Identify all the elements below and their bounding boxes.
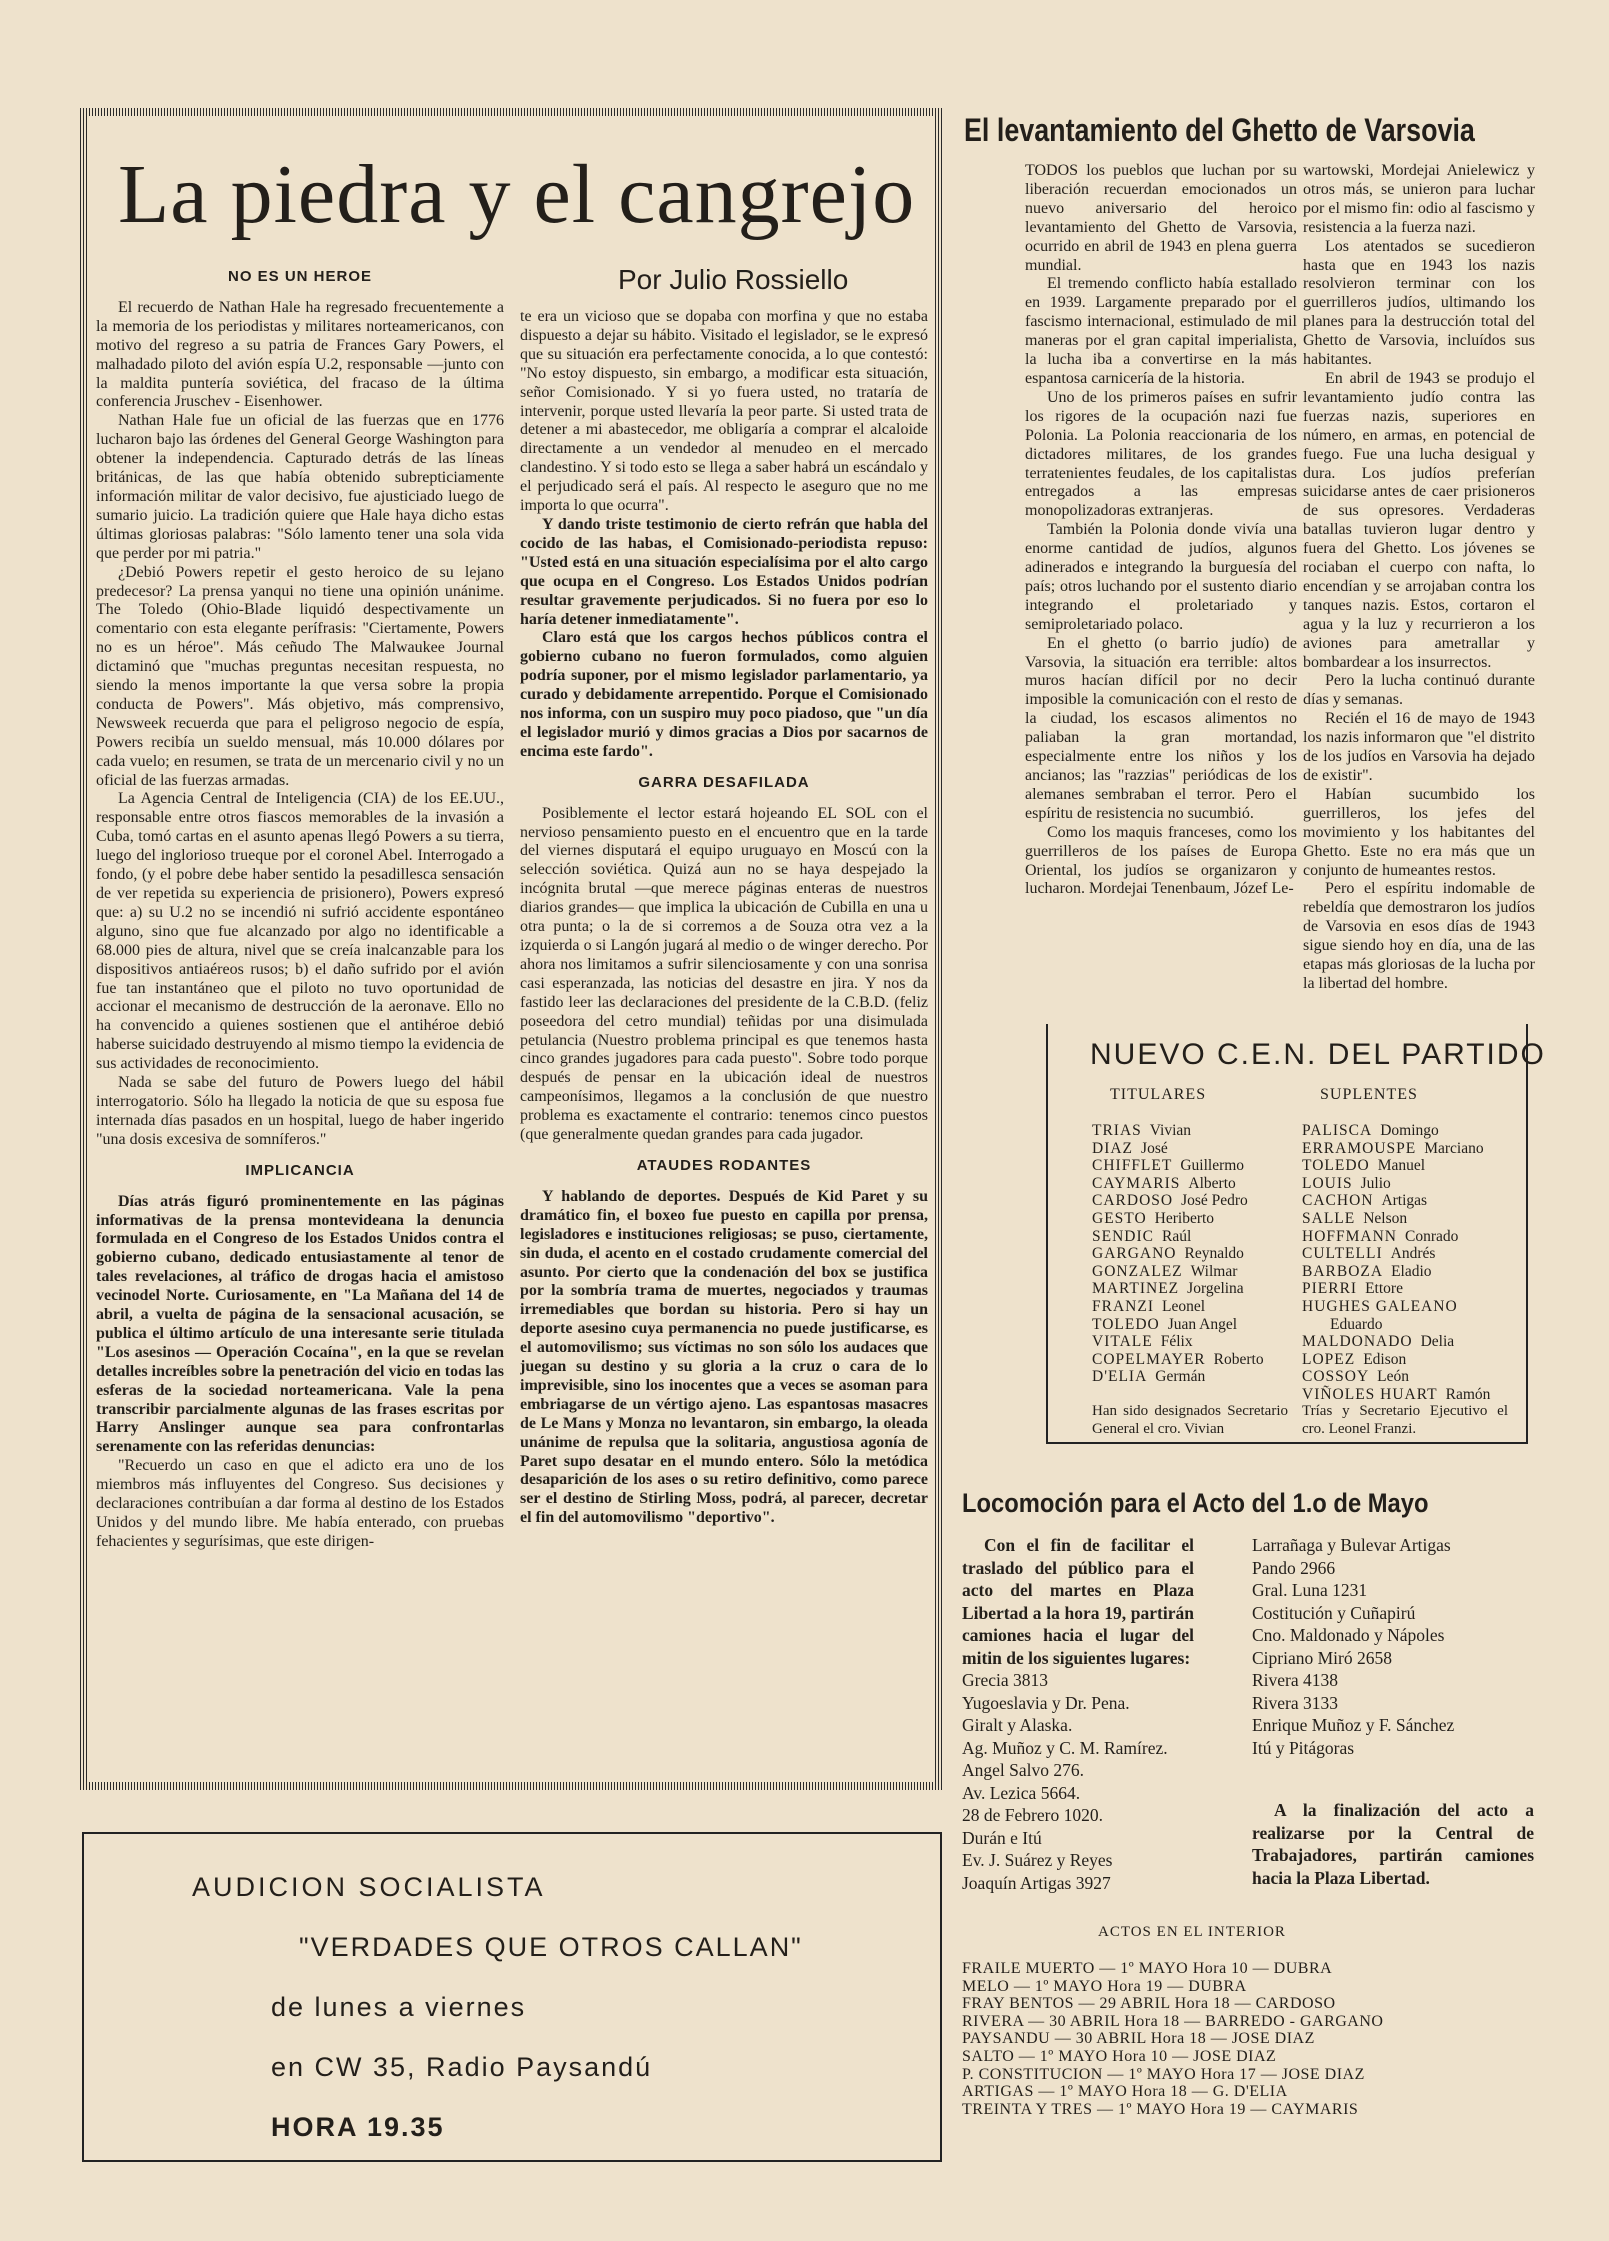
place-item: Av. Lezica 5664. — [962, 1782, 1081, 1803]
member-surname: SENDIC — [1092, 1227, 1154, 1245]
paragraph: También la Polonia donde vivía una enorme cantidad de judíos, algunos adinerados e integrando la burguesía del país; otros luchando por el sustento diario integrando el proletariado y semiproletariado polaco. — [1025, 521, 1297, 633]
acto-item: FRAY BENTOS — 29 ABRIL Hora 18 — CARDOSO — [962, 1995, 1336, 2013]
paragraph: Recién el 16 de mayo de 1943 los nazis informaron que "el distrito de los judíos en Varsovia ha dejado de existir". — [1303, 710, 1535, 784]
member-surname: DIAZ — [1092, 1139, 1134, 1157]
paragraph: Los atentados se sucedieron hasta que en 1943 los nazis resolvieron terminar con los guerrilleros judíos, ultimando los planes para la destrucción total del Ghetto de Varsovia, incluídos sus habitantes. — [1303, 237, 1535, 369]
member-firstname: Ettore — [1365, 1280, 1403, 1298]
paragraph: Pero la lucha continuó durante días y semanas. — [1303, 672, 1535, 709]
radio-ad-title: AUDICION SOCIALISTA — [192, 1872, 546, 1902]
member-row — [1302, 1228, 1490, 1246]
actos-title: ACTOS EN EL INTERIOR — [1098, 1924, 1286, 1940]
member-row — [1092, 1157, 1264, 1175]
place-item: Giralt y Alaska. — [962, 1715, 1073, 1735]
paragraph: ¿Debió Powers repetir el gesto heroico de su lejano predecesor? La prensa yanqui no tiene una opinión unánime. The Toledo (Ohio-Blade liquidó despectivamente un comentario con esta elegante perífrasis: "Ciertamente, Powers no es un héroe". Más ceñudo The Malwaukee Journal dictaminó que "muchas preguntas necesitan respuesta, no siendo la menos importante la que versa sobre la propia conducta de Powers". Más objetivo, más comprensivo, Newsweek recuerda que para el peligroso negocio de espía, Powers recibía un sueldo mensual, más 10.000 dólares por cada vuelo; en resumen, se trata de un mercenario civil y no un oficial de las fuerzas armadas. — [96, 563, 504, 789]
member-surname: HOFFMANN — [1302, 1227, 1397, 1245]
member-row — [1302, 1122, 1490, 1140]
member-firstname: Eduardo — [1330, 1315, 1383, 1333]
titulares-label: TITULARES — [1110, 1086, 1207, 1103]
member-row — [1302, 1263, 1490, 1281]
member-firstname: Eladio — [1391, 1262, 1432, 1280]
member-surname: LOUIS — [1302, 1174, 1353, 1192]
member-row — [1092, 1192, 1264, 1210]
member-row — [1092, 1316, 1264, 1334]
member-firstname: Heriberto — [1154, 1209, 1215, 1227]
member-firstname: León — [1377, 1368, 1410, 1386]
member-surname: SALLE — [1302, 1209, 1356, 1227]
paragraph: El tremendo conflicto había estallado en 1939. Largamente preparado por el fascismo internacional, estimulado de mil maneras por el gran capital imperialista, la lucha iba a convertirse en la más espantosa carnicería de la historia. — [1025, 275, 1297, 387]
member-row — [1302, 1333, 1490, 1351]
radio-ad-time: HORA 19.35 — [271, 2112, 445, 2142]
member-row — [1092, 1333, 1264, 1351]
member-firstname: José Pedro — [1181, 1192, 1248, 1210]
cen-title: NUEVO C.E.N. DEL PARTIDO — [1090, 1038, 1546, 1071]
member-firstname: Guillermo — [1180, 1157, 1245, 1175]
locomocion-title: Locomoción para el Acto del 1.o de Mayo — [962, 1488, 1429, 1518]
member-surname: CARDOSO — [1092, 1192, 1174, 1210]
member-row — [1092, 1210, 1264, 1228]
section-heading: ATAUDES RODANTES — [636, 1156, 812, 1174]
member-surname: CAYMARIS — [1092, 1174, 1181, 1192]
paragraph: Días atrás figuró prominentemente en las páginas informativas de la prensa montevideana la denuncia formulada en el Congreso de los Estados Unidos contra el gobierno cubano, dedicado entusiastamente al tenor de tales revelaciones, al tráfico de drogas hacia el amistoso vecinodel Norte. Curiosamente, en "La Mañana del 14 de abril, a vuelta de página de la sensacional acusación, se publica el último artículo de una interesante serie titulada "Los asesinos — Operación Cocaína", en la que se revelan detalles increíbles sobre la penetración del vicio en todas las esferas de la sociedad norteamericana. Vale la pena transcribir parcialmente algunas de las frases escritas por Harry Anslinger aunque sea para confrontarlas serenamente con las referidas denuncias: — [96, 1192, 504, 1456]
member-surname: GARGANO — [1092, 1245, 1177, 1263]
member-firstname: Wilmar — [1190, 1262, 1238, 1280]
place-item: Durán e Itú — [962, 1827, 1042, 1848]
member-row — [1302, 1245, 1490, 1263]
paragraph: TODOS los pueblos que luchan por su liberación recuerdan emocionados un nuevo aniversario del heroico levantamiento del Ghetto de Varsovia, ocurrido en abril de 1943 en plena guerra mundial. — [1025, 162, 1297, 274]
member-surname: VITALE — [1092, 1333, 1153, 1351]
member-surname: GESTO — [1092, 1209, 1147, 1227]
member-row — [1092, 1368, 1264, 1386]
paragraph: La Agencia Central de Inteligencia (CIA) de los EE.UU., responsable entre otros fiascos memorables de la invasión a Cuba, tomó cartas en el asunto apenas llegó Powers a su tierra, luego del inglorioso trueque por el coronel Abel. Interrogado a fondo, (y el pobre debe haber sentido la pesadillesca sensación de ver repetida su experiencia de prisionero), Powers expresó que: a) su U.2 no se incendió ni sufrió accidente espontáneo alguno, sino que fue alcanzado por algo no identificable a 68.000 pies de altura, nivel que se creía inalcanzable para los dispositivos antiaéreos rusos; b) el daño sufrido por el avión fue tan instantáneo que el piloto no tuvo oportunidad de accionar el mecanismo de destrucción de la aeronave. Ello no ha convencido a quienes sostienen que el antihéroe debió haberse suicidado destruyendo al mismo tiempo la evidencia de sus actividades de reconocimiento. — [96, 790, 504, 1073]
member-surname: CACHON — [1302, 1192, 1374, 1210]
member-surname: GONZALEZ — [1092, 1262, 1183, 1280]
member-row — [1092, 1245, 1264, 1263]
place-item: Gral. Luna 1231 — [1252, 1580, 1368, 1600]
member-row — [1092, 1122, 1264, 1140]
paragraph: Como los maquis franceses, como los guerrilleros de los países de Europa Oriental, los judíos se organizaron y lucharon. Mordejai Tenenbaum, Józef Le- — [1025, 823, 1297, 898]
member-row — [1302, 1386, 1490, 1404]
cen-box — [1046, 1024, 1546, 1444]
ghetto-column-2 — [1303, 162, 1535, 1014]
place-item: Costitución y Cuñapirú — [1252, 1602, 1416, 1623]
member-firstname: José — [1141, 1139, 1168, 1157]
radio-ad-box — [82, 1832, 942, 2162]
acto-item: MELO — 1º MAYO Hora 19 — DUBRA — [962, 1977, 1247, 1995]
member-surname: PALISCA — [1302, 1122, 1373, 1139]
member-row — [1092, 1280, 1264, 1298]
paragraph: wartowski, Mordejai Anielewicz y otros más, se unieron para luchar por el mismo fin: odio al fascismo y resistencia a la fuerza nazi. — [1303, 162, 1535, 236]
article-byline: Por Julio Rossiello — [618, 264, 849, 295]
suplentes-label: SUPLENTES — [1320, 1086, 1418, 1103]
member-firstname: Conrado — [1405, 1227, 1459, 1245]
paragraph: En abril de 1943 se produjo el levantamiento judío contra las fuerzas nazis, superiores en número, en armas, en potencial de fuego. Fue una lucha desigual y dura. Los judíos preferían suicidarse antes de caer prisioneros de sus opresores. Verdaderas batallas tuvieron lugar dentro y fuera del Ghetto. Los jóvenes se rociaban el cuerpo con nafta, lo encendían y se arrojaban contra los tanques nazis. Estos, cortaron el agua y la luz y recurrieron a los aviones para ametrallar y bombardear a los insurrectos. — [1303, 369, 1535, 671]
member-firstname: Julio — [1360, 1174, 1391, 1192]
member-surname: FRANZI — [1092, 1297, 1154, 1315]
acto-item: ARTIGAS — 1º MAYO Hora 18 — G. D'ELIA — [962, 2083, 1288, 2101]
acto-item: P. CONSTITUCION — 1º MAYO Hora 17 — JOSE DIAZ — [962, 2065, 1365, 2083]
paragraph: Habían sucumbido los guerrilleros, los jefes del movimiento y los habitantes del Ghetto. Este no era más que un conjunto de humeantes restos. — [1303, 785, 1535, 879]
member-firstname: Andrés — [1390, 1245, 1436, 1263]
member-row — [1302, 1280, 1490, 1298]
radio-ad-station: en CW 35, Radio Paysandú — [271, 2052, 653, 2082]
member-firstname: Artigas — [1381, 1192, 1428, 1210]
paragraph: Y dando triste testimonio de cierto refrán que habla del cocido de las habas, el Comisionado-periodista repuso: "Usted está en una situación especialísima por el alto cargo que ocupa en el Congreso. Los Estados Unidos podrían resultar gravemente perjudicados. Si no fuera por eso lo haría detener inmediatamente". — [520, 515, 928, 628]
place-item: Larrañaga y Bulevar Artigas — [1252, 1535, 1451, 1555]
place-item: Angel Salvo 276. — [962, 1760, 1085, 1780]
member-row — [1092, 1351, 1264, 1369]
member-surname: CHIFFLET — [1092, 1157, 1173, 1175]
paragraph: Claro está que los cargos hechos públicos contra el gobierno cubano no fueron formulados, como alguien podría suponer, por el mismo legislador parlamentario, ya curado y debidamente arrepentido. Porque el Comisionado nos informa, con un suspiro muy poco piadoso, que "un día el legislador murió y dimos gracias a Dios por sacarnos de encima este fardo". — [520, 629, 928, 760]
cen-footer-right: Trías y Secretario Ejecutivo el cro. Leonel Franzi. — [1302, 1403, 1508, 1437]
member-row — [1092, 1298, 1264, 1316]
member-firstname: Alberto — [1188, 1174, 1236, 1192]
ghetto-title: El levantamiento del Ghetto de Varsovia — [964, 112, 1475, 148]
section-heading: IMPLICANCIA — [245, 1161, 355, 1179]
place-item: Rivera 3133 — [1252, 1692, 1339, 1713]
paragraph: Y hablando de deportes. Después de Kid Paret y su dramático fin, el boxeo fue puesto en capilla por prensa, legisladores e instituciones religiosas; se puso, ciertamente, sin duda, el acento en el costado crudamente comercial del asunto. Por cierto que la condenación del box se justifica por la sombría trama de muertes, negociados y traumas irremediables que bordan su historia. Pero si hay un deporte asesino cuya permanencia no puede justificarse, es el automovilismo; sus víctimas no son sólo los audaces que juegan su destino y su gloria a la cruz o cara de lo imprevisible, sino los inocentes que a veces se asoman para embriagarse de un vértigo ajeno. Las espantosas masacres de Le Mans y Monza no levantaron, sin embargo, la oleada unánime de repulsa que la solitaria, angustiosa agonía de Paret supo desatar en el mundo entero. Sólo la metódica desaparición de los ases o su retiro definitivo, como parece ser el destino de Stirling Moss, podrá, al parecer, decretar el fin del automovilismo "deportivo". — [520, 1187, 928, 1527]
place-item: Yugoeslavia y Dr. Pena. — [962, 1692, 1130, 1713]
member-row — [1302, 1192, 1490, 1210]
place-item: Itú y Pitágoras — [1252, 1737, 1355, 1758]
article-column-2 — [520, 308, 928, 1778]
member-firstname: Roberto — [1213, 1350, 1264, 1368]
member-firstname: Edison — [1363, 1350, 1407, 1368]
member-row — [1302, 1140, 1490, 1158]
place-item: Enrique Muñoz y F. Sánchez — [1252, 1715, 1455, 1735]
member-surname: ERRAMOUSPE — [1302, 1139, 1417, 1157]
place-item: Ev. J. Suárez y Reyes — [962, 1850, 1113, 1870]
acto-item: FRAILE MUERTO — 1º MAYO Hora 10 — DUBRA — [962, 1960, 1333, 1977]
section-heading: NO ES UN HEROE — [227, 268, 373, 285]
member-firstname: Nelson — [1363, 1209, 1408, 1227]
article-title: La piedra y el cangrejo — [118, 148, 916, 241]
acto-item: TREINTA Y TRES — 1º MAYO Hora 19 — CAYMARIS — [962, 2100, 1359, 2118]
place-item: Rivera 4138 — [1252, 1670, 1339, 1690]
paragraph: Posiblemente el lector estará hojeando EL SOL con el nervioso pensamiento puesto en el encuentro que en la tarde del viernes disputará el equipo uruguayo en Moscú con la selección soviética. Quizá aun no se haya despejado la incógnita brutal —que merece páginas enteras de nuestros diarios grandes— que implica la ubicación de Cubilla en una u otra punta; o la de si corremos a de Souza otra vez a la izquierda o si Langón jugará al medio o de winger derecho. Por ahora nos limitamos a sufrir silenciosamente y con una sonrisa casi esperanzada, las noticias del desastre en jira. Y nos da fastido leer las declaraciones del presidente de la C.B.D. (feliz poseedora del cetro mundial) teñidas por una disimulada petulancia (Nuestro problema principal es que tenemos hasta cinco grandes jugadores para cada puesto". Sobre todo porque después de pensar en la ubicación ideal de nuestros campeonísimos, llegamos a la conclusión de que nuestro problema es exactamente el contrario: tenemos cinco puestos (que generalmente quedan grandes para cada jugador. — [520, 804, 928, 1144]
member-surname: COSSOY — [1302, 1368, 1370, 1386]
member-firstname: Reynaldo — [1184, 1245, 1244, 1263]
paragraph: "Recuerdo un caso en que el adicto era uno de los miembros más influyentes del Congreso. Sus decisiones y declaraciones contribuían a dar forma al destino de los Estados Unidos y del mundo libre. Me había enterado, con pruebas fehacientes y segurísimas, que este dirigen- — [96, 1457, 504, 1550]
member-surname: D'ELIA — [1092, 1368, 1148, 1386]
member-row — [1092, 1140, 1264, 1158]
paragraph: Nada se sabe del futuro de Powers luego del hábil interrogatorio. Sólo ha llegado la noticia de que su esposa fue internada días pasados en un hospital, luego de haber ingerido "una dosis excesiva de somníferos." — [96, 1074, 504, 1148]
member-firstname: Germán — [1155, 1368, 1206, 1386]
place-item: Pando 2966 — [1252, 1557, 1336, 1578]
place-item: Cipriano Miró 2658 — [1252, 1647, 1392, 1668]
member-row — [1302, 1351, 1490, 1369]
place-item: Grecia 3813 — [962, 1670, 1049, 1690]
member-row — [1302, 1210, 1490, 1228]
member-surname: COPELMAYER — [1092, 1350, 1206, 1368]
member-surname: LOPEZ — [1302, 1350, 1356, 1368]
paragraph: Pero el espíritu indomable de rebeldía que demostraron los judíos de Varsovia en esos días de 1943 sigue siendo hoy en día, una de las etapas más gloriosas de la lucha por la libertad del hombre. — [1303, 880, 1535, 992]
suplentes-list — [1302, 1122, 1490, 1404]
member-row — [1092, 1175, 1264, 1193]
cen-footer-left: Han sido designados Secretario General el cro. Vivian — [1092, 1403, 1288, 1437]
member-row — [1092, 1263, 1264, 1281]
locomocion-left — [962, 1534, 1194, 1894]
locomocion-right — [1252, 1534, 1534, 1889]
paragraph: te era un vicioso que se dopaba con morfina y que no estaba dispuesto a dejar su hábito. Visitado el legislador, se le expresó que su situación era perfectamente conocida, a lo que contestó: "No estoy dispuesto, sin embargo, a modificar esta situación, señor Comisionado. Y si yo fuera usted, no trataría de intervenir, porque usted llevaría la peor parte. Si usted trata de detener a mi abastecedor, me obligaría a comprar el alcaloide directamente a un vendedor al menudeo en el mercado clandestino. Y si todo esto se llega a saber habrá un escándalo y el perjudicado será el país. Al respecto le aseguro que no me importa lo que ocurra". — [520, 308, 928, 515]
places-left-list — [962, 1669, 1194, 1894]
member-firstname: Marciano — [1424, 1139, 1484, 1157]
member-firstname: Raúl — [1161, 1227, 1192, 1245]
locomocion-closing: A la finalización del acto a realizarse por la Central de Trabajadores, partirán camiones hacia la Plaza Libertad. — [1252, 1800, 1534, 1888]
actos-list — [962, 1960, 1383, 2118]
member-firstname: Vivian — [1149, 1122, 1192, 1139]
paragraph: El recuerdo de Nathan Hale ha regresado frecuentemente a la memoria de los periodistas y militares norteamericanos, con motivo del regreso a su patria de Frances Gary Powers, el malhadado piloto del avión espía U.2, responsable —junto con la maldita puntería soviética, del fracaso de la última conferencia Jruschev - Eisenhower. — [96, 298, 504, 411]
member-surname: TRIAS — [1092, 1122, 1142, 1139]
section-heading: GARRA DESAFILADA — [638, 773, 810, 791]
titulares-list — [1092, 1122, 1264, 1386]
locomocion-intro: Con el fin de facilitar el traslado del público para el acto del martes en Plaza Libertad a la hora 19, partirán camiones hacia el lugar del mitin de los siguientes lugares: — [962, 1535, 1194, 1668]
member-surname: MARTINEZ — [1092, 1280, 1180, 1298]
member-row — [1092, 1228, 1264, 1246]
place-item: 28 de Febrero 1020. — [962, 1805, 1103, 1825]
member-surname: HUGHES GALEANO — [1302, 1297, 1458, 1315]
acto-item: SALTO — 1º MAYO Hora 10 — JOSE DIAZ — [962, 2047, 1277, 2065]
member-firstname: Delia — [1420, 1333, 1455, 1351]
article-box — [80, 108, 942, 1790]
member-row — [1302, 1298, 1490, 1316]
member-firstname: Domingo — [1380, 1122, 1439, 1139]
places-right-list — [1252, 1534, 1534, 1759]
acto-item: PAYSANDU — 30 ABRIL Hora 18 — JOSE DIAZ — [962, 2030, 1315, 2048]
member-row — [1302, 1316, 1490, 1334]
member-surname: CULTELLI — [1302, 1245, 1383, 1263]
member-firstname: Juan Angel — [1167, 1315, 1238, 1333]
member-surname: VIÑOLES HUART — [1302, 1385, 1438, 1403]
member-firstname: Leonel — [1161, 1297, 1206, 1315]
member-surname: TOLEDO — [1302, 1157, 1370, 1175]
member-surname: MALDONADO — [1302, 1333, 1413, 1351]
radio-ad-days: de lunes a viernes — [271, 1992, 527, 2022]
member-firstname: Jorgelina — [1187, 1280, 1244, 1298]
radio-ad-program: "VERDADES QUE OTROS CALLAN" — [299, 1932, 803, 1962]
member-firstname: Manuel — [1377, 1157, 1426, 1175]
ghetto-column-1 — [1025, 162, 1297, 1014]
place-item: Ag. Muñoz y C. M. Ramírez. — [962, 1737, 1168, 1758]
article-column-1 — [96, 256, 504, 1776]
acto-item: RIVERA — 30 ABRIL Hora 18 — BARREDO - GARGANO — [962, 2012, 1384, 2030]
member-surname: BARBOZA — [1302, 1262, 1384, 1280]
member-row — [1302, 1157, 1490, 1175]
member-row — [1302, 1175, 1490, 1193]
paragraph: Uno de los primeros países en sufrir los rigores de la ocupación nazi fue Polonia. La Polonia reaccionaria de los dictadores militares, de los grandes terratenientes feudales, de los capitalistas entregados a las empresas monopolizadoras extranjeras. — [1025, 388, 1297, 520]
member-firstname: Ramón — [1445, 1385, 1491, 1403]
member-row — [1302, 1368, 1490, 1386]
paragraph: Nathan Hale fue un oficial de las fuerzas que en 1776 lucharon bajo las órdenes del General George Washington para obtener la independencia. Capturado detrás de las líneas británicas, de las que había obtenido subrepticiamente información militar de valor decisivo, fue ajusticiado luego de sumario juicio. La tradición quiere que Hale haya dicho estas últimas gloriosas palabras: "Sólo lamento tener una sola vida que perder por mi patria." — [96, 412, 504, 562]
place-item: Cno. Maldonado y Nápoles — [1252, 1625, 1445, 1645]
paragraph: En el ghetto (o barrio judío) de Varsovia, la situación era terrible: altos muros hacían difícil por no decir imposible la comunicación con el resto de la ciudad, los escasos alimentos no paliaban la gran mortandad, especialmente entre los niños y los ancianos; las "razzias" periódicas de los alemanes sembraban el terror. Pero el espíritu de resistencia no sucumbió. — [1025, 634, 1297, 822]
member-firstname: Félix — [1160, 1333, 1193, 1351]
place-item: Joaquín Artigas 3927 — [962, 1872, 1111, 1893]
member-surname: PIERRI — [1302, 1280, 1358, 1298]
member-surname: TOLEDO — [1092, 1315, 1160, 1333]
